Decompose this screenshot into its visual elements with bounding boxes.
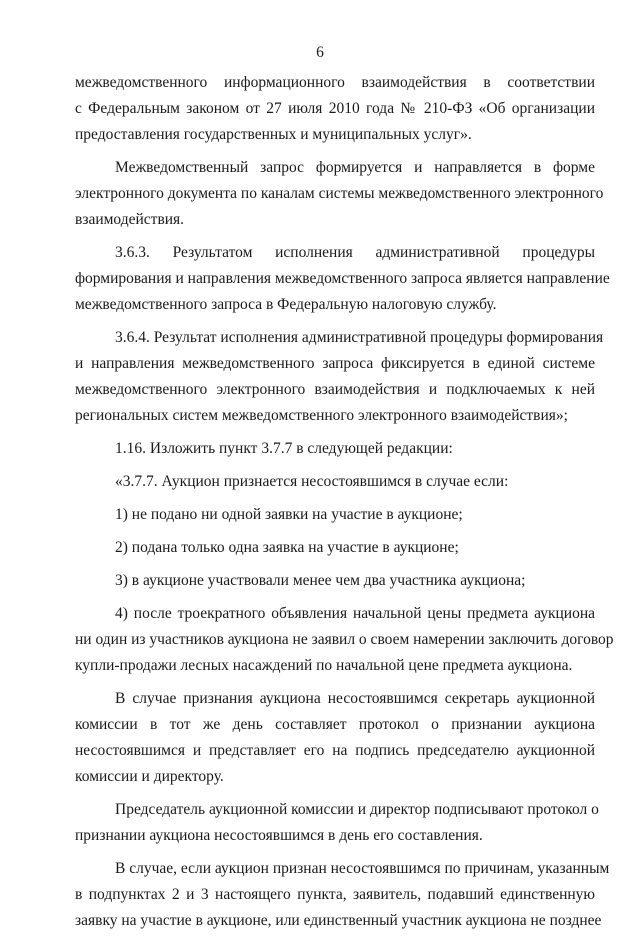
text-line: ни один из участников аукциона не заявил о своем намерении заключить договор xyxy=(75,631,614,648)
text-line: формирования и направления межведомственного запроса является направление xyxy=(75,270,610,287)
text-line: региональных систем межведомственного электронного взаимодействия»; xyxy=(75,407,568,424)
text-line: Межведомственный запрос формируется и направляется в форме xyxy=(115,159,595,176)
text-line: межведомственного запроса в Федеральную налоговую службу. xyxy=(75,296,497,313)
text-line: комиссии в тот же день составляет протокол о признании аукциона xyxy=(75,716,595,733)
text-line: с Федеральным законом от 27 июля 2010 года № 210-ФЗ «Об организации xyxy=(75,100,595,117)
text-line: 3) в аукционе участвовали менее чем два участника аукциона; xyxy=(115,572,526,589)
text-line: межведомственного электронного взаимодействия и подключаемых к ней xyxy=(75,381,595,398)
text-line: В случае, если аукцион признан несостоявшимся по причинам, указанным xyxy=(115,860,610,877)
text-line: 4) после троекратного объявления начальной цены предмета аукциона xyxy=(115,605,595,622)
paragraph xyxy=(75,155,604,233)
text-line: несостоявшимся и представляет его на подпись председателю аукционной xyxy=(75,742,595,759)
text-line: взаимодействия. xyxy=(75,211,185,228)
paragraph xyxy=(75,469,595,495)
text-line: В случае признания аукциона несостоявшимся секретарь аукционной xyxy=(115,690,595,707)
text-line: в подпунктах 2 и 3 настоящего пункта, заявитель, подавший единственную xyxy=(75,886,595,903)
paragraph xyxy=(75,70,595,148)
paragraph xyxy=(75,568,595,594)
text-line: признании аукциона несостоявшимся в день его составления. xyxy=(75,827,483,844)
text-line: 1.16. Изложить пункт 3.7.7 в следующей редакции: xyxy=(115,440,453,457)
paragraph xyxy=(75,601,614,679)
text-line: заявку на участие в аукционе, или единственный участник аукциона не позднее xyxy=(75,912,602,929)
paragraph xyxy=(75,325,604,429)
paragraph xyxy=(75,240,610,318)
paragraph xyxy=(75,502,595,528)
text-line: электронного документа по каналам системы межведомственного электронного xyxy=(75,185,604,202)
text-line: и направления межведомственного запроса фиксируется в единой системе xyxy=(75,355,595,372)
text-line: Председатель аукционной комиссии и директор подписывают протокол о xyxy=(115,801,599,818)
document-body xyxy=(75,70,614,941)
text-line: «3.7.7. Аукцион признается несостоявшимся в случае если: xyxy=(115,473,509,490)
paragraph xyxy=(75,686,595,790)
text-line: межведомственного информационного взаимодействия в соответствии xyxy=(75,74,595,91)
paragraph xyxy=(75,436,595,462)
text-line: предоставления государственных и муниципальных услуг». xyxy=(75,126,472,143)
text-line: 2) подана только одна заявка на участие в аукционе; xyxy=(115,539,459,556)
paragraph xyxy=(75,856,610,934)
text-line: 1) не подано ни одной заявки на участие в аукционе; xyxy=(115,506,463,523)
text-line: комиссии и директору. xyxy=(75,768,224,785)
page-number: 6 xyxy=(316,44,324,61)
text-line: купли-продажи лесных насаждений по начальной цене предмета аукциона. xyxy=(75,657,573,674)
text-line: 3.6.3. Результатом исполнения административной процедуры xyxy=(115,244,595,261)
paragraph xyxy=(75,797,599,849)
paragraph xyxy=(75,535,595,561)
text-line: 3.6.4. Результат исполнения административной процедуры формирования xyxy=(115,329,604,346)
